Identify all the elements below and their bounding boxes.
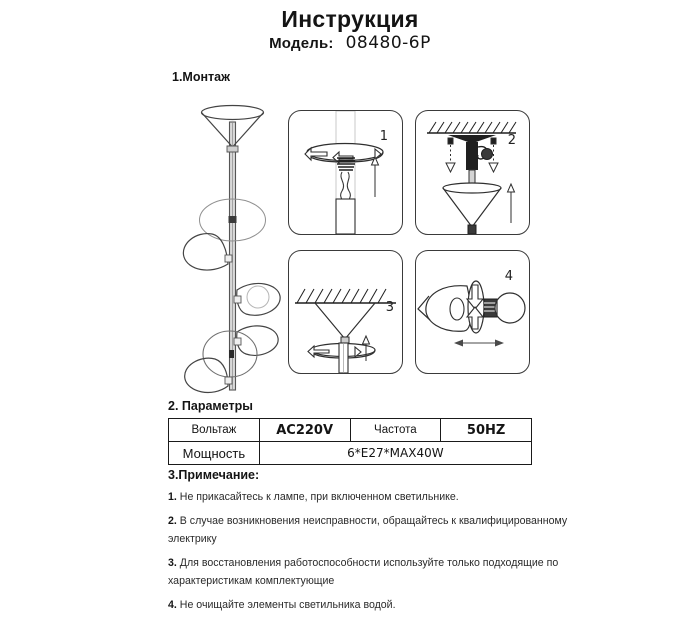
cell-power-value: 6*E27*MAX40W xyxy=(259,442,531,465)
parameters-table xyxy=(168,418,532,465)
note-text: Для восстановления работоспособности используйте только подходящие по характеристикам комплектующие xyxy=(168,556,559,587)
note-number: 1. xyxy=(168,491,177,503)
panel-number-3: 3 xyxy=(385,300,394,315)
notes-list xyxy=(168,488,568,619)
cell-frequency-value: 50HZ xyxy=(441,419,532,442)
panel-number-4: 4 xyxy=(504,269,513,284)
note-item xyxy=(168,512,568,549)
assembly-step-panel-4 xyxy=(415,250,530,374)
assembly-step-panel-3 xyxy=(288,250,403,374)
model-row xyxy=(0,33,700,53)
panel-number-2: 2 xyxy=(507,133,516,148)
note-item xyxy=(168,596,568,615)
note-number: 4. xyxy=(168,598,177,611)
note-number: 2. xyxy=(168,514,177,527)
cell-voltage-value: AC220V xyxy=(259,419,350,442)
note-number: 3. xyxy=(168,556,177,569)
assembly-step-panel-1 xyxy=(288,110,403,235)
table-row xyxy=(169,442,532,465)
cell-voltage-label: Вольтаж xyxy=(169,419,260,442)
ceiling-mount-icon xyxy=(416,111,529,234)
note-text: В случае возникновения неисправности, обращайтесь к квалифицированному электрику xyxy=(168,514,568,545)
section-heading-notes: 3.Примечание: xyxy=(168,468,260,482)
cell-frequency-label: Частота xyxy=(350,419,441,442)
cell-power-label: Мощность xyxy=(169,442,260,465)
section-heading-montage: 1.Монтаж xyxy=(172,70,230,84)
page-title: Инструкция xyxy=(281,6,419,32)
assembly-step-panels xyxy=(288,110,536,382)
section-heading-params: 2. Параметры xyxy=(168,399,253,413)
panel-number-1: 1 xyxy=(379,129,388,144)
note-text: Не очищайте элементы светильника водой. xyxy=(179,598,396,611)
model-label: Модель: xyxy=(269,35,334,52)
note-item xyxy=(168,488,568,507)
assembly-step-panel-2 xyxy=(415,110,530,235)
floor-lamp-illustration xyxy=(170,100,285,400)
table-row xyxy=(169,419,532,442)
model-value: 08480-6P xyxy=(345,33,431,53)
note-item xyxy=(168,554,568,591)
note-text: Не прикасайтесь к лампе, при включенном светильнике. xyxy=(179,491,459,503)
